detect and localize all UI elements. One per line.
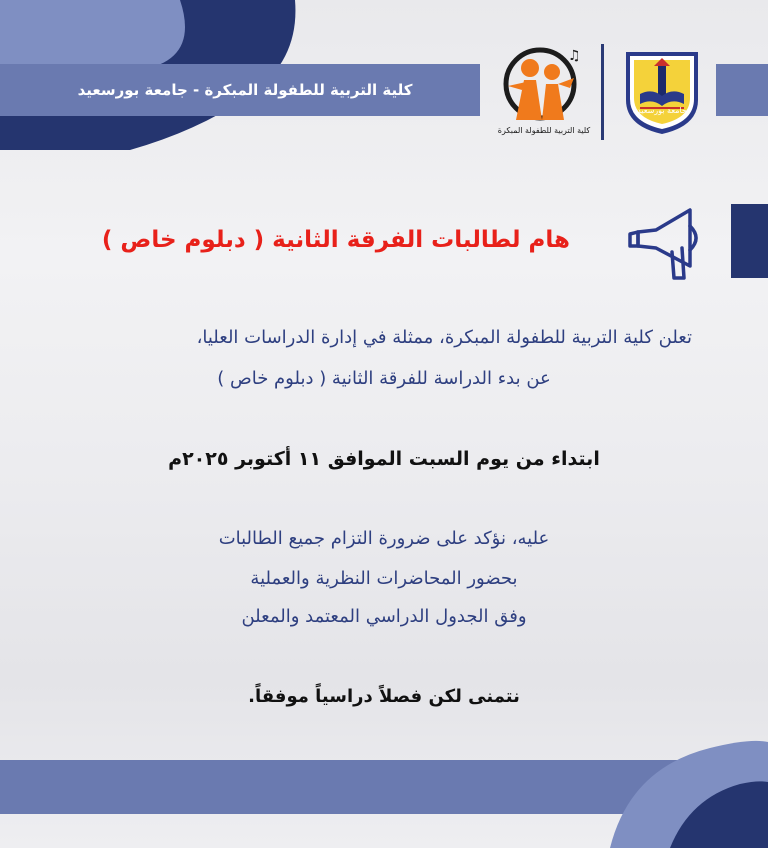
university-logo-caption: جامعة بورسعيد xyxy=(637,106,687,115)
college-logo-caption: كلية التربية للطفولة المبكرة xyxy=(497,126,591,135)
megaphone-icon xyxy=(622,204,708,284)
bottom-right-decoration xyxy=(610,728,768,848)
paragraph1-line1: تعلن كلية التربية للطفولة المبكرة، ممثلة في إدارة الدراسات العليا، xyxy=(196,327,692,348)
logo-divider xyxy=(601,44,604,140)
start-date-line: ابتداء من يوم السبت الموافق ١١ أكتوبر ٢٠٢٥م xyxy=(168,448,600,470)
paragraph2-line1: عليه، نؤكد على ضرورة التزام جميع الطالبات xyxy=(218,528,550,549)
accent-block xyxy=(731,204,768,278)
closing-line: نتمنى لكن فصلاً دراسياً موفقاً. xyxy=(248,686,520,707)
paragraph2-line2: بحضور المحاضرات النظرية والعملية xyxy=(250,568,518,589)
paragraph1-line2: عن بدء الدراسة للفرقة الثانية ( دبلوم خاص ) xyxy=(217,368,551,389)
college-logo xyxy=(496,40,592,140)
svg-text:♫: ♫ xyxy=(568,48,581,64)
paragraph2-line3: وفق الجدول الدراسي المعتمد والمعلن xyxy=(241,606,527,627)
university-logo xyxy=(620,44,704,136)
header-right-bar xyxy=(716,64,768,116)
header-title: كلية التربية للطفولة المبكرة - جامعة بورسعيد xyxy=(77,81,413,99)
announcement-title: هام لطالبات الفرقة الثانية ( دبلوم خاص ) xyxy=(101,227,570,253)
